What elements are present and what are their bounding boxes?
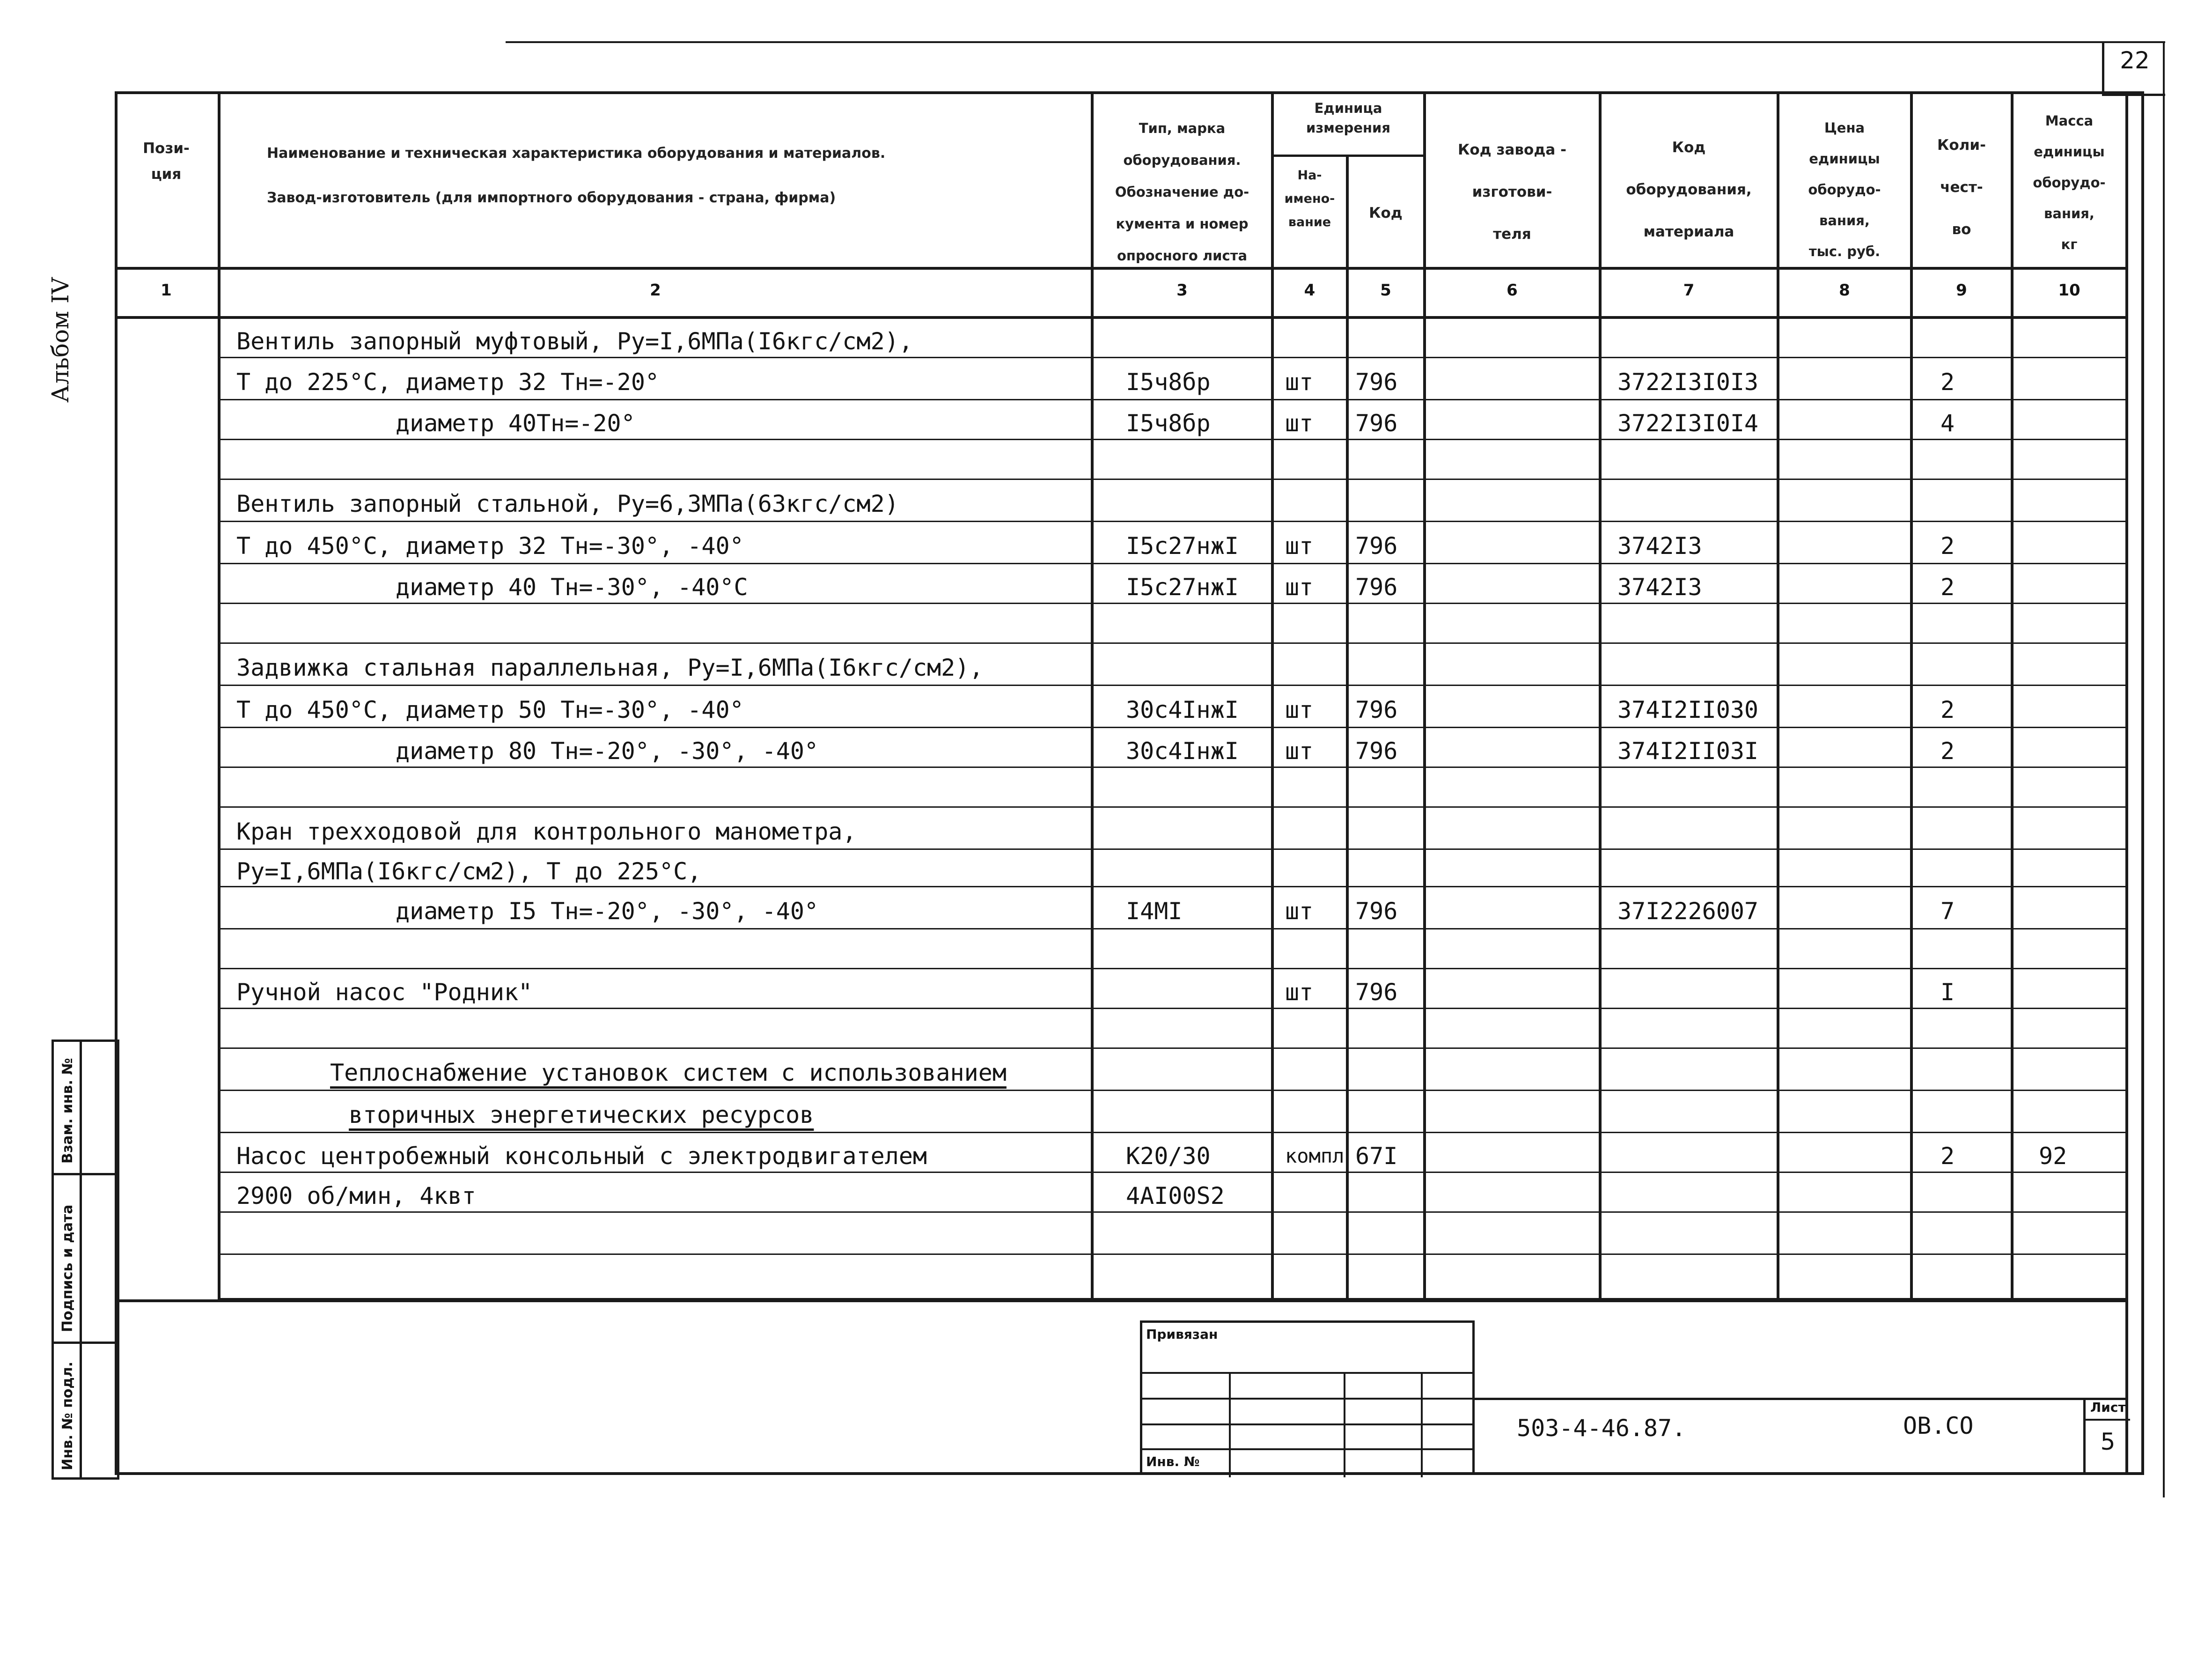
item-qty: 2 (1940, 574, 1955, 601)
table-row (0, 318, 2212, 358)
header-unit-group: Единица измерения (1306, 100, 1390, 136)
item-unit-code: 796 (1355, 696, 1398, 723)
item-type: I4МI (1126, 898, 1183, 925)
item-type: 4АI00S2 (1126, 1182, 1225, 1209)
table-row (0, 1049, 2212, 1091)
table-row (0, 1091, 2212, 1133)
item-qty: 2 (1940, 532, 1955, 560)
item-material-code: 374I2II030 (1617, 696, 1759, 723)
item-unit-code: 67I (1355, 1143, 1398, 1170)
item-name: диаметр 80 Тн=-20°, -30°, -40° (396, 737, 819, 765)
item-unit: шт (1285, 369, 1314, 396)
item-unit-code: 796 (1355, 369, 1398, 396)
item-qty: I (1940, 979, 1955, 1006)
table-row (0, 929, 2212, 969)
item-type: 30с4IнжI (1126, 696, 1239, 723)
item-type: I5с27нжI (1126, 532, 1239, 560)
table-row (0, 400, 2212, 440)
table-row (0, 1133, 2212, 1173)
item-name: Ру=I,6МПа(I6кгс/см2), Т до 225°С, (236, 858, 702, 885)
stamp-inv-original: Инв. № подл. (59, 1361, 76, 1470)
item-name: Т до 450°С, диаметр 50 Тн=-30°, -40° (236, 696, 744, 723)
item-material-code: 3742I3 (1617, 574, 1702, 601)
inv-label: Инв. № (1146, 1454, 1200, 1469)
table-row (0, 1213, 2212, 1255)
item-qty: 7 (1940, 898, 1955, 925)
item-material-code: 374I2II03I (1617, 737, 1759, 765)
header-col4: На- имено- вание (1284, 168, 1335, 229)
item-mass: 92 (2039, 1143, 2067, 1170)
table-row (0, 850, 2212, 887)
item-name: Насос центробежный консольный с электродвигателем (236, 1143, 927, 1170)
item-unit-code: 796 (1355, 410, 1398, 437)
item-unit: шт (1285, 574, 1314, 601)
item-qty: 2 (1940, 1143, 1955, 1170)
table-row (0, 1255, 2212, 1299)
item-name: Теплоснабжение установок систем с использованием (330, 1059, 1007, 1086)
table-row (0, 808, 2212, 850)
item-type: I5ч8бр (1126, 369, 1211, 396)
stamp-replace-inv: Взам. инв. № (59, 1058, 76, 1164)
item-name: диаметр 40Тн=-20° (396, 410, 635, 437)
item-type: 30с4IнжI (1126, 737, 1239, 765)
item-unit: шт (1285, 410, 1314, 437)
table-row (0, 768, 2212, 808)
table-row (0, 604, 2212, 644)
item-name: Ручной насос "Родник" (236, 979, 533, 1006)
item-unit: шт (1285, 696, 1314, 723)
header-col10: Масса единицы оборудо- вания, кг (2033, 113, 2106, 252)
album-label: Альбом IV (47, 277, 74, 403)
header-col1: Пози- ция (143, 140, 190, 183)
sheet-box (2083, 1398, 2130, 1475)
item-unit-code: 796 (1355, 574, 1398, 601)
item-name: Т до 450°С, диаметр 32 Тн=-30°, -40° (236, 532, 744, 560)
doc-code: 503-4-46.87. (1517, 1415, 1686, 1442)
item-unit: компл (1285, 1144, 1345, 1167)
item-qty: 2 (1940, 696, 1955, 723)
item-name: Вентиль запорный стальной, Ру=6,3МПа(63кгс/см2) (236, 490, 899, 517)
item-type: I5ч8бр (1126, 410, 1211, 437)
table-row (0, 358, 2212, 400)
table-row (0, 440, 2212, 480)
header-col2: Наименование и техническая характеристика оборудования и материалов. Завод-изготовитель (для импортного оборудования - страна, фирма) (267, 145, 886, 206)
item-name: диаметр 40 Тн=-30°, -40°С (396, 574, 748, 601)
item-unit: шт (1285, 532, 1314, 560)
table-row (0, 728, 2212, 768)
item-name: Вентиль запорный муфтовый, Ру=I,6МПа(I6кгс/см2), (236, 328, 913, 355)
item-qty: 2 (1940, 369, 1955, 396)
item-material-code: 3722I3I0I3 (1617, 369, 1759, 396)
item-type: К20/30 (1126, 1143, 1211, 1170)
item-unit: шт (1285, 979, 1314, 1006)
table-row (0, 686, 2212, 728)
sheet-number: 5 (2100, 1428, 2116, 1455)
header-col8: Цена единицы оборудо- вания, тыс. руб. (1808, 120, 1881, 259)
stamp-signature-date: Подпись и дата (59, 1204, 76, 1332)
table-row (0, 887, 2212, 929)
item-unit-code: 796 (1355, 737, 1398, 765)
item-unit-code: 796 (1355, 979, 1398, 1006)
item-material-code: 37I2226007 (1617, 898, 1759, 925)
item-name: диаметр I5 Тн=-20°, -30°, -40° (396, 898, 819, 925)
item-unit: шт (1285, 898, 1314, 925)
item-unit: шт (1285, 737, 1314, 765)
attached-label: Привязан (1146, 1327, 1218, 1342)
section-code: ОВ.СО (1903, 1412, 1974, 1439)
page-number-box (2102, 42, 2165, 96)
item-unit-code: 796 (1355, 532, 1398, 560)
item-type: I5с27нжI (1126, 574, 1239, 601)
header-col7: Код оборудования, материала (1626, 139, 1752, 240)
sheet-label: Лист (2090, 1400, 2126, 1415)
attached-stamp (1140, 1320, 1475, 1475)
table-row (0, 1009, 2212, 1049)
item-name: 2900 об/мин, 4квт (236, 1182, 476, 1209)
header-col9: Коли- чест- во (1937, 137, 1986, 238)
item-name: Т до 225°С, диаметр 32 Тн=-20° (236, 369, 660, 396)
page-number: 22 (2120, 47, 2150, 74)
header-col6: Код завода - изготови- теля (1458, 141, 1566, 243)
item-name: Задвижка стальная параллельная, Ру=I,6МПа(I6кгс/см2), (236, 654, 984, 681)
item-name: Кран трехходовой для контрольного манометра, (236, 818, 857, 845)
table-row (0, 969, 2212, 1009)
header-col5: Код (1369, 205, 1403, 221)
item-unit-code: 796 (1355, 898, 1398, 925)
item-material-code: 3742I3 (1617, 532, 1702, 560)
item-qty: 4 (1940, 410, 1955, 437)
header-col3: Тип, марка оборудования. Обозначение до- кумента и номер опросного листа (1115, 120, 1249, 264)
item-qty: 2 (1940, 737, 1955, 765)
item-material-code: 3722I3I0I4 (1617, 410, 1759, 437)
table-row (0, 1173, 2212, 1213)
table-row (0, 564, 2212, 604)
item-name: вторичных энергетических ресурсов (349, 1101, 814, 1128)
table-row (0, 522, 2212, 564)
table-row (0, 644, 2212, 686)
table-row (0, 480, 2212, 522)
